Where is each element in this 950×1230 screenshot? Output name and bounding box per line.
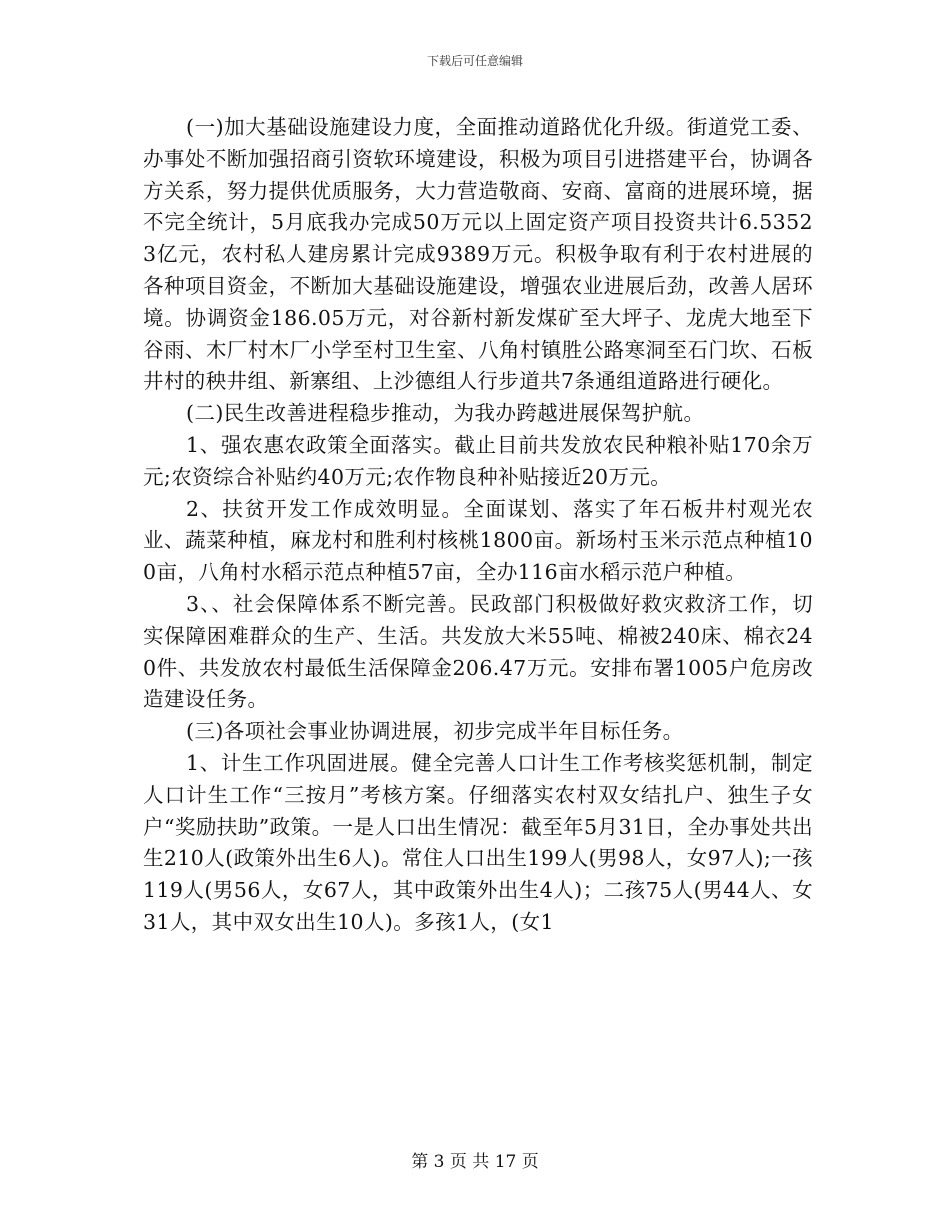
page-header: 下载后可任意编辑 <box>426 54 523 68</box>
paragraph-livelihood-heading: (二)民生改善进程稳步推动，为我办跨越进展保驾护航。 <box>186 401 705 426</box>
paragraph-poverty-alleviation: 2、扶贫开发工作成效明显。全面谋划、落实了年石板井村观光农业、蔬菜种植，麻龙村和胜利村核桃1800亩。新场村玉米示范点种植100亩，八角村水稻示范点种植57亩，全办116亩水稻示范户种植。 <box>143 496 813 585</box>
paragraph-social-security: 3、、社会保障体系不断完善。民政部门积极做好救灾救济工作，切实保障困难群众的生产、生活。共发放大米55吨、棉被240床、棉衣240件、共发放农村最低生活保障金206.47万元。安排布署1005户危房改造建设任务。 <box>143 591 813 712</box>
paragraph-social-affairs-heading: (三)各项社会事业协调进展，初步完成半年目标任务。 <box>186 719 684 744</box>
page-number: 第 3 页 共 17 页 <box>411 1152 539 1172</box>
paragraph-infrastructure: (一)加大基础设施建设力度，全面推动道路优化升级。街道党工委、办事处不断加强招商引资软环境建设，积极为项目引进搭建平台，协调各方关系，努力提供优质服务，大力营造敬商、安商、富商的进展环境，据不完全统计，5月底我办完成50万元以上固定资产项目投资共计6.53523亿元，农村私人建房累计完成9389万元。积极争取有利于农村进展的各种项目资金，不断加大基础设施建设，增强农业进展后劲，改善人居环境。协调资金186.05万元，对谷新村新发煤矿至大坪子、龙虎大地至下谷雨、木厂村木厂小学至村卫生室、八角村镇胜公路寒洞至石门坎、石板井村的秧井组、新寨组、上沙德组人行步道共7条通组道路进行硬化。 <box>143 115 813 394</box>
document-body <box>143 112 813 939</box>
paragraph-agriculture-subsidy: 1、强农惠农政策全面落实。截止目前共发放农民种粮补贴170余万元;农资综合补贴约40万元;农作物良种补贴接近20万元。 <box>143 432 813 489</box>
page-footer <box>0 1152 950 1172</box>
paragraph-family-planning: 1、计生工作巩固进展。健全完善人口计生工作考核奖惩机制，制定人口计生工作“三按月”考核方案。仔细落实农村双女结扎户、独生子女户“奖励扶助”政策。一是人口出生情况：截至年5月31日，全办事处共出生210人(政策外出生6人)。常住人口出生199人(男98人，女97人);一孩119人(男56人，女67人，其中政策外出生4人)；二孩75人(男44人、女31人，其中双女出生10人)。多孩1人，(女1 <box>143 750 813 934</box>
